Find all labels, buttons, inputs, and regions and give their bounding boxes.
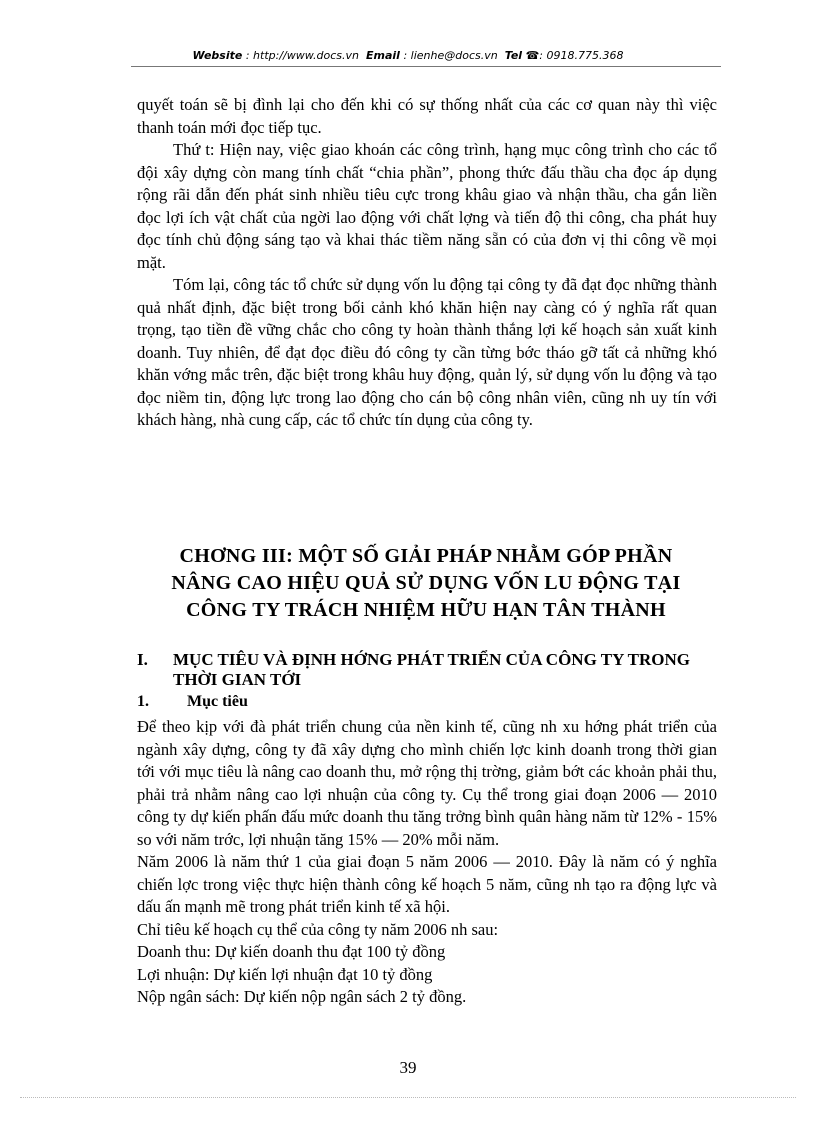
list-line: Doanh thu: Dự kiến doanh thu đạt 100 tỷ đồng xyxy=(137,942,446,961)
section-number: I. xyxy=(137,650,148,669)
list-line: Lợi nhuận: Dự kiến lợi nhuận đạt 10 tỷ đồng xyxy=(137,964,433,984)
bottom-text-block xyxy=(137,716,717,1009)
tel-label: Tel xyxy=(504,49,523,62)
page-number: 39 xyxy=(399,1058,417,1077)
paragraph-tom-lai: Tóm lại, công tác tổ chức sử dụng vốn lu động tại công ty đã đạt đọc những thành quả nhất định, đặc biệt trong bối cảnh khó khăn hiện nay càng có ý nghĩa rất quan trọng, tạo tiền đề vững chắc cho công ty hoàn thành thắng lợi kế hoạch sản xuất kinh doanh. Tuy nhiên, để đạt đọc điều đó công ty cần từng bớc tháo gỡ tất cả những khó khăn vớng mắc trên, đặc biệt trong khâu huy động, quản lý, sử dụng vốn lu động và tạo đọc niềm tin, động lực trong lao động cho cán bộ công nhân viên, cũng nh uy tín với khách hàng, nhà cung cấp, các tổ chức tín dụng của công ty. xyxy=(137,275,717,429)
paragraph-thu-tu: Thứ t: Hiện nay, việc giao khoán các công trình, hạng mục công trình cho các tổ đội xây dựng còn mang tính chất “chia phần”, phong thức đấu thầu cha đọc áp dụng rộng rãi dẫn đến phát sinh nhiều tiêu cực trong khâu giao và nhận thầu, cha gắn liền đọc lợi ích vật chất của ngời lao động với chất lợng và tiến độ thi công, cha phát huy đọc tính chủ động sáng tạo và khai thác tiềm năng sẵn có của đơn vị thi công về mọi mặt. xyxy=(137,140,717,272)
top-text-block xyxy=(137,94,717,432)
tel-value: : 0918.775.368 xyxy=(539,49,624,62)
header-divider xyxy=(131,66,721,67)
email-value: : lienhe@docs.vn xyxy=(403,49,498,62)
website-value: : http://www.docs.vn xyxy=(245,49,360,62)
section-heading xyxy=(137,650,717,690)
paragraph-nam-2006: Năm 2006 là năm thứ 1 của giai đoạn 5 năm 2006 — 2010. Đây là năm có ý nghĩa chiến lợc trong việc thực hiện thành công kế hoạch 5 năm, cũng nh tạo ra động lực và dấu ấn mạnh mẽ trong phát triển kinh tế xã hội. xyxy=(137,852,717,916)
chapter-title-line-1: CHƠNG III: MỘT SỐ GIẢI PHÁP NHẰM GÓP PHẦN xyxy=(179,545,673,567)
paragraph-continuation: quyết toán sẽ bị đình lại cho đến khi có sự thống nhất của các cơ quan này thì việc thanh toán mới đọc tiếp tục. xyxy=(137,95,717,137)
chapter-title-line-3: CÔNG TY TRÁCH NHIỆM HỮU HẠN TÂN THÀNH xyxy=(186,599,666,621)
subsection-title: Mục tiêu xyxy=(187,693,248,710)
list-line: Chỉ tiêu kế hoạch cụ thể của công ty năm 2006 nh sau: xyxy=(137,919,499,939)
email-label: Email xyxy=(366,49,400,62)
section-title: MỤC TIÊU VÀ ĐỊNH HỚNG PHÁT TRIỂN CỦA CÔNG TY TRONG THỜI GIAN TỚI xyxy=(173,650,691,689)
subsection-heading xyxy=(137,693,248,711)
phone-icon: ☎ xyxy=(525,49,540,62)
website-label: Website xyxy=(192,49,243,62)
chapter-title xyxy=(120,543,732,624)
bottom-divider xyxy=(20,1097,796,1098)
paragraph-muc-tieu: Để theo kịp với đà phát triển chung của nền kinh tế, cũng nh xu hớng phát triển của ngành xây dựng, công ty đã xây dựng cho mình chiến lợc kinh doanh trong thời gian tới với mục tiêu là nâng cao doanh thu, mở rộng thị trờng, giảm bớt các khoản phải thu, phải trả nhằm nâng cao lợi nhuận của công ty. Cụ thể trong giai đoạn 2006 — 2010 công ty dự kiến phấn đấu mức doanh thu tăng trởng bình quân hàng năm từ 12% - 15% so với năm trớc, lợi nhuận tăng 15% — 20% mỗi năm. xyxy=(137,717,717,849)
page-header xyxy=(0,49,816,62)
list-line: Nộp ngân sách: Dự kiến nộp ngân sách 2 tỷ đồng. xyxy=(137,987,467,1006)
subsection-number: 1. xyxy=(137,693,149,710)
chapter-title-line-2: NÂNG CAO HIỆU QUẢ SỬ DỤNG VỐN LU ĐỘNG TẠI xyxy=(171,572,681,594)
